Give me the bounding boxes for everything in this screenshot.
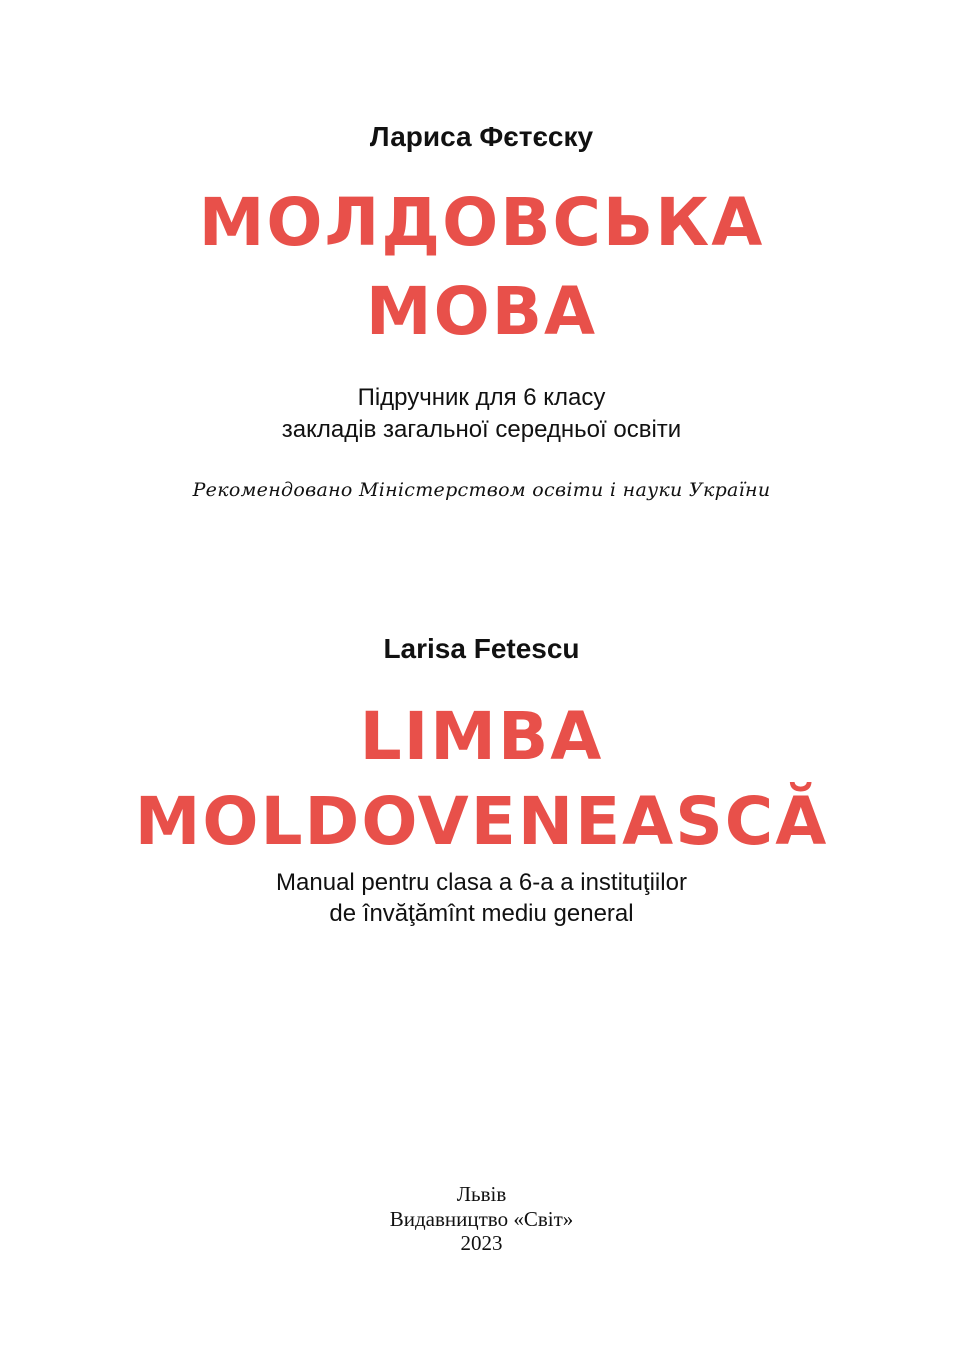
- subtitle-ua-line1: Підручник для 6 класу: [357, 384, 606, 411]
- imprint-year: 2023: [460, 1231, 503, 1255]
- subtitle-ro-line2: de învăţămînt mediu general: [329, 900, 634, 927]
- imprint-publisher: Видавництво «Світ»: [389, 1207, 574, 1231]
- subtitle-ua-line2: закладів загальної середньої освіти: [281, 416, 682, 443]
- subtitle-ro-line1: Manual pentru clasa a 6-a a instituţiilor: [276, 869, 687, 896]
- ministry-recommendation: Рекомендовано Міністерством освіти і науки України: [192, 479, 771, 501]
- imprint-city: Львів: [456, 1182, 507, 1206]
- book-title-ro-line1: LIMBA: [359, 698, 604, 775]
- book-title-ua-line1: МОЛДОВСЬКА: [198, 184, 765, 261]
- book-title-ro-line2: MOLDOVENEASCĂ: [134, 783, 829, 860]
- author-name-ro: Larisa Fetescu: [383, 633, 580, 664]
- book-title-ua-line2: МОВА: [365, 273, 598, 350]
- author-name-ua: Лариса Фєтєску: [369, 121, 594, 152]
